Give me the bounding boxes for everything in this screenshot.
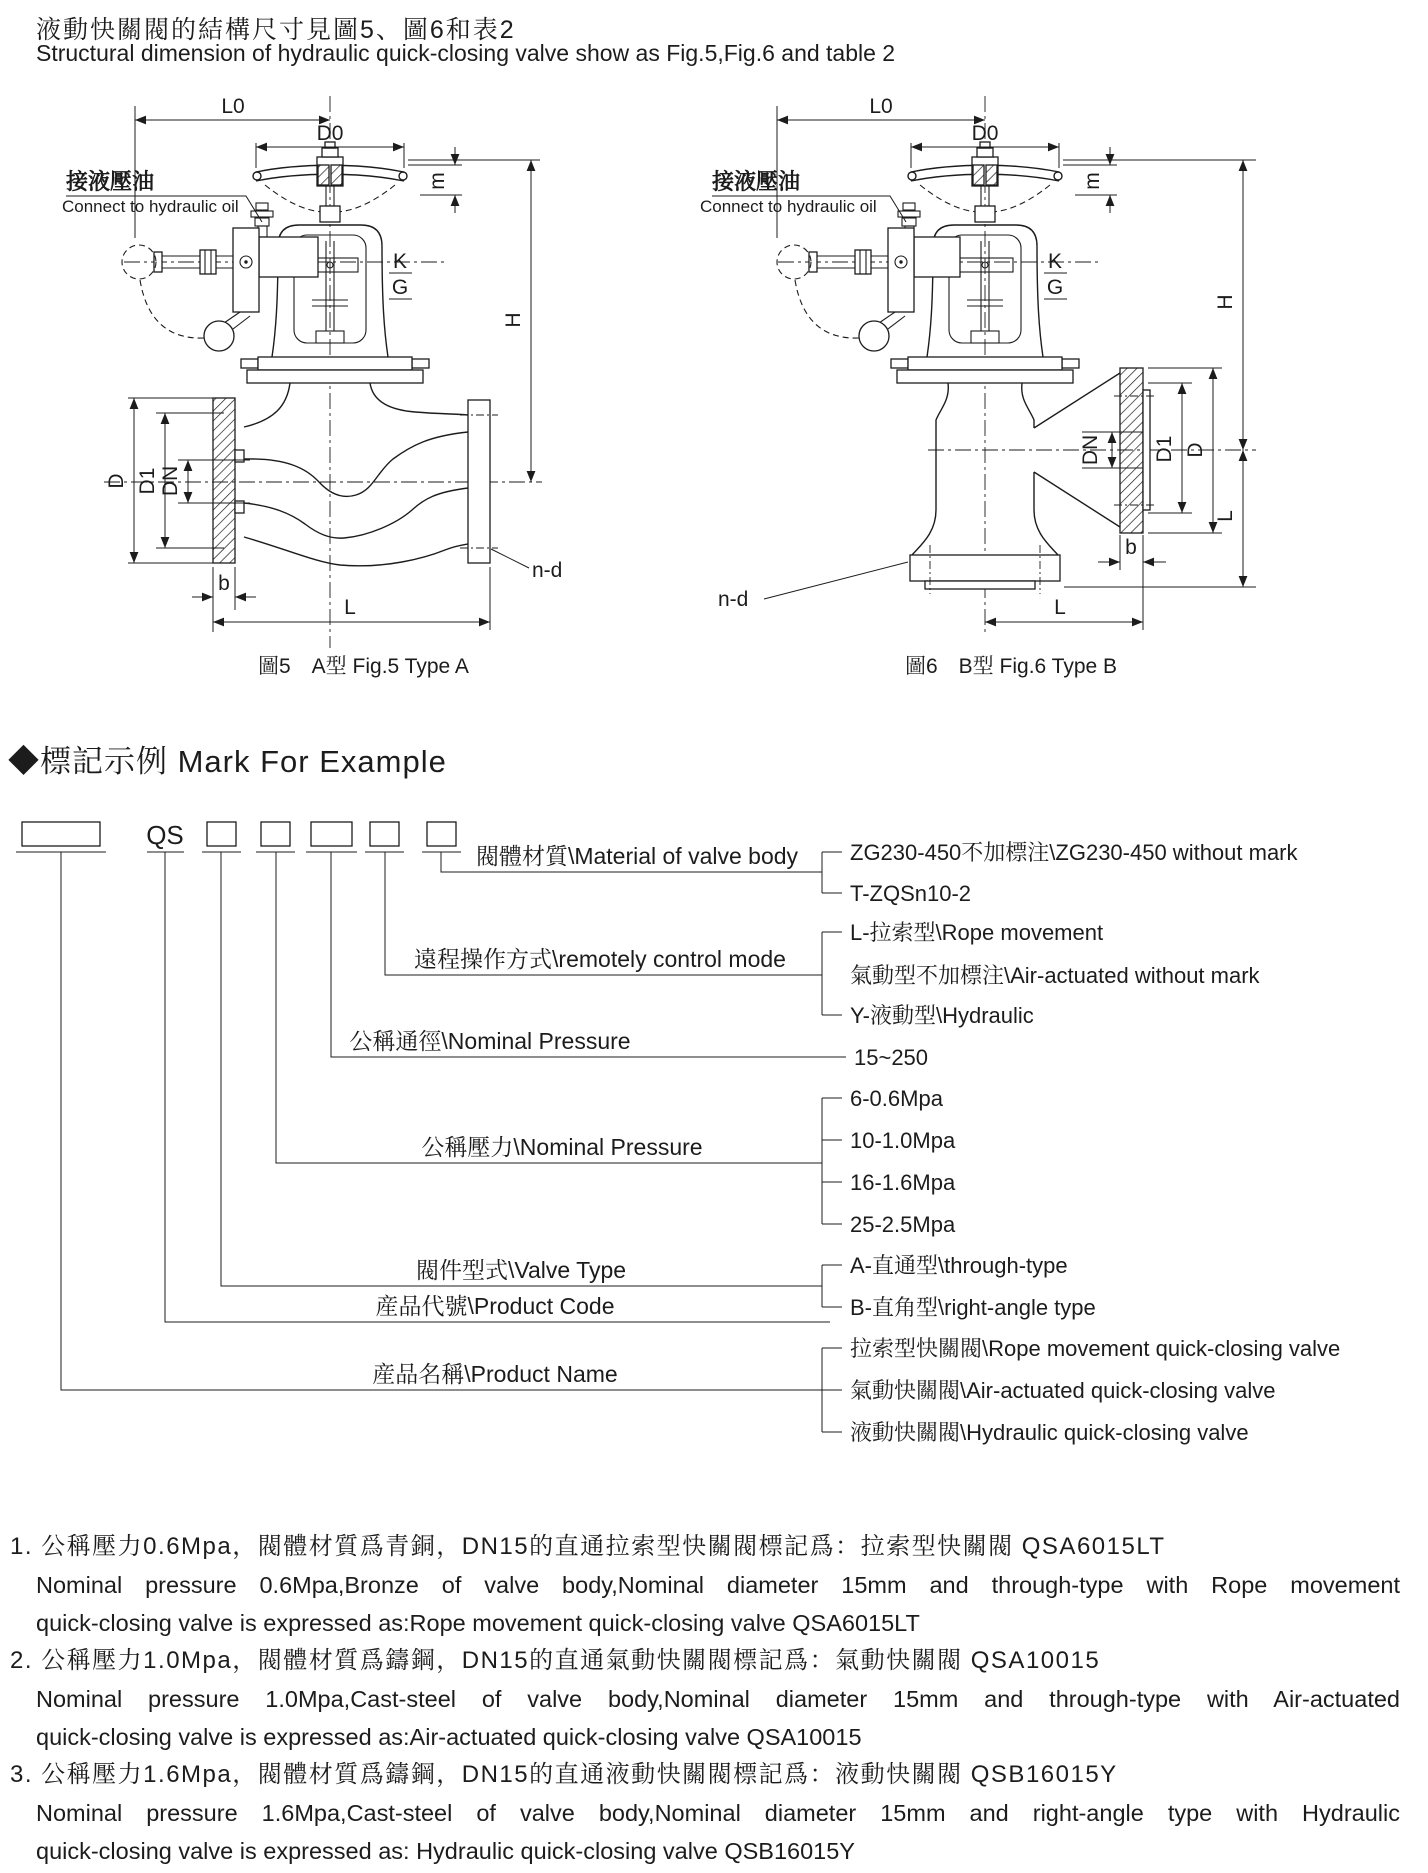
mark-opt-product-name-2: 液動快關閥\Hydraulic quick-closing valve (850, 1420, 1249, 1445)
fig6-dim-k: K (1047, 250, 1063, 273)
page-title-zh: 液動快關閥的結構尺寸見圖5、圖6和表2 (36, 16, 516, 44)
fig5-caption: 圖5 A型 Fig.5 Type A (258, 655, 469, 678)
fig5-dim-l: L (344, 596, 356, 619)
fig5-type-a-globe-valve (62, 95, 562, 678)
note-2-zh: 2. 公稱壓力1.0Mpa，閥體材質爲鑄鋼，DN15的直通氣動快關閥標記爲：氣動快關閥 QSA10015 (10, 1647, 1101, 1674)
fig5-hydraulic-actuator (122, 203, 318, 351)
note-3-en-1: Nominal pressure 1.6Mpa,Cast-steel of valve body,Nominal diameter 15mm and right-angle type with Hydraulic (36, 1800, 1400, 1826)
mark-opt-valve-type-1: B-直角型\right-angle type (850, 1295, 1096, 1320)
note-2-en-1: Nominal pressure 1.0Mpa,Cast-steel of valve body,Nominal diameter 15mm and through-type with Air-actuated (36, 1686, 1400, 1712)
mark-opt-remote-0: L-拉索型\Rope movement (850, 920, 1104, 945)
fig5-dim-k: K (392, 250, 408, 273)
fig5-dim-d0: D0 (316, 122, 344, 145)
mark-label-remote: 遠程操作方式\remotely control mode (414, 946, 786, 972)
fig6-dim-nd: n-d (718, 588, 749, 611)
fig6-dim-d1: D1 (1153, 435, 1176, 463)
fig6-valve-body (910, 368, 1156, 594)
fig6-dim-d: D (1184, 442, 1207, 458)
marking-notes (10, 1528, 1400, 1870)
fig5-dim-m: m (426, 172, 449, 190)
mark-opt-diameter-0: 15~250 (854, 1045, 929, 1070)
fig6-hydraulic-note-en: Connect to hydraulic oil (700, 197, 877, 216)
note-1-en-2: quick-closing valve is expressed as:Rope movement quick-closing valve QSA6015LT (36, 1610, 920, 1636)
mark-opt-product-name-0: 拉索型快關閥\Rope movement quick-closing valve (850, 1336, 1341, 1361)
mark-opt-pressure-0: 6-0.6Mpa (850, 1086, 943, 1111)
fig5-hydraulic-note-zh: 接液壓油 (66, 169, 155, 194)
fig6-dim-h: H (1214, 294, 1237, 310)
note-3-en-2: quick-closing valve is expressed as: Hydraulic quick-closing valve QSB16015Y (36, 1838, 855, 1864)
fig6-hydraulic-actuator (777, 203, 960, 351)
fig6-bonnet-flange (891, 357, 1079, 383)
fig5-handwheel (253, 142, 407, 212)
fig5-dim-b: b (218, 572, 230, 595)
mark-opt-valve-type-0: A-直通型\through-type (850, 1253, 1068, 1278)
fig6-dim-l-bottom: L (1054, 596, 1066, 619)
mark-prefix-qs: QS (146, 820, 184, 850)
mark-row-labels (349, 843, 798, 1387)
mark-label-valve-type: 閥件型式\Valve Type (415, 1257, 627, 1283)
page-title-en: Structural dimension of hydraulic quick-closing valve show as Fig.5,Fig.6 and table 2 (36, 40, 896, 66)
fig5-valve-body (213, 383, 498, 566)
mark-label-pressure: 公稱壓力\Nominal Pressure (421, 1134, 703, 1160)
fig5-dim-h: H (502, 312, 525, 328)
mark-option-values (850, 840, 1340, 1445)
fig6-dim-l0: L0 (869, 95, 893, 118)
mark-opt-pressure-1: 10-1.0Mpa (850, 1128, 956, 1153)
fig6-dim-l-vertical: L (1214, 510, 1237, 522)
fig5-dim-d: D (105, 473, 128, 489)
fig5-hydraulic-note-en: Connect to hydraulic oil (62, 197, 239, 216)
fig5-dim-l0: L0 (221, 95, 245, 118)
fig6-dim-m: m (1081, 172, 1104, 190)
fig6-caption: 圖6 B型 Fig.6 Type B (905, 655, 1118, 678)
mark-example-diagram (0, 790, 1428, 1480)
fig6-dim-g: G (1046, 276, 1064, 299)
mark-opt-pressure-2: 16-1.6Mpa (850, 1170, 956, 1195)
mark-opt-remote-1: 氣動型不加標注\Air-actuated without mark (850, 963, 1260, 988)
fig6-type-b-angle-valve (700, 95, 1256, 678)
fig6-handwheel (908, 142, 1062, 212)
note-3-zh: 3. 公稱壓力1.6Mpa，閥體材質爲鑄鋼，DN15的直通液動快關閥標記爲：液動快關閥 QSB16015Y (10, 1761, 1118, 1788)
fig5-bonnet-flange (241, 357, 429, 383)
mark-label-product-code: 産品代號\Product Code (375, 1293, 615, 1319)
fig5-dim-g: G (391, 276, 409, 299)
mark-opt-material-0: ZG230-450不加標注\ZG230-450 without mark (850, 840, 1298, 865)
fig5-dim-d1: D1 (136, 467, 159, 495)
mark-label-material: 閥體材質\Material of valve body (475, 843, 799, 869)
note-1-en-1: Nominal pressure 0.6Mpa,Bronze of valve body,Nominal diameter 15mm and through-type with Rope movement (36, 1572, 1400, 1598)
note-1-zh: 1. 公稱壓力0.6Mpa，閥體材質爲青銅，DN15的直通拉索型快關閥標記爲：拉索型快關閥 QSA6015LT (10, 1533, 1166, 1560)
fig6-dim-b: b (1125, 536, 1137, 559)
fig5-dim-dn: DN (159, 465, 182, 497)
fig5-dim-nd: n-d (532, 559, 563, 582)
mark-opt-product-name-1: 氣動快關閥\Air-actuated quick-closing valve (850, 1378, 1276, 1403)
mark-opt-pressure-3: 25-2.5Mpa (850, 1212, 956, 1237)
mark-opt-remote-2: Y-液動型\Hydraulic (850, 1003, 1034, 1028)
mark-example-heading: ◆標記示例 Mark For Example (8, 744, 447, 779)
mark-label-diameter: 公稱通徑\Nominal Pressure (349, 1028, 631, 1054)
fig6-dim-d0: D0 (971, 122, 999, 145)
mark-label-product-name: 産品名稱\Product Name (372, 1361, 618, 1387)
mark-opt-material-1: T-ZQSn10-2 (850, 881, 972, 906)
valve-figures-drawing (0, 85, 1428, 690)
fig6-hydraulic-note-zh: 接液壓油 (712, 169, 801, 194)
mark-code-boxes (16, 820, 461, 852)
fig6-dim-dn: DN (1079, 434, 1102, 466)
note-2-en-2: quick-closing valve is expressed as:Air-actuated quick-closing valve QSA10015 (36, 1724, 862, 1750)
